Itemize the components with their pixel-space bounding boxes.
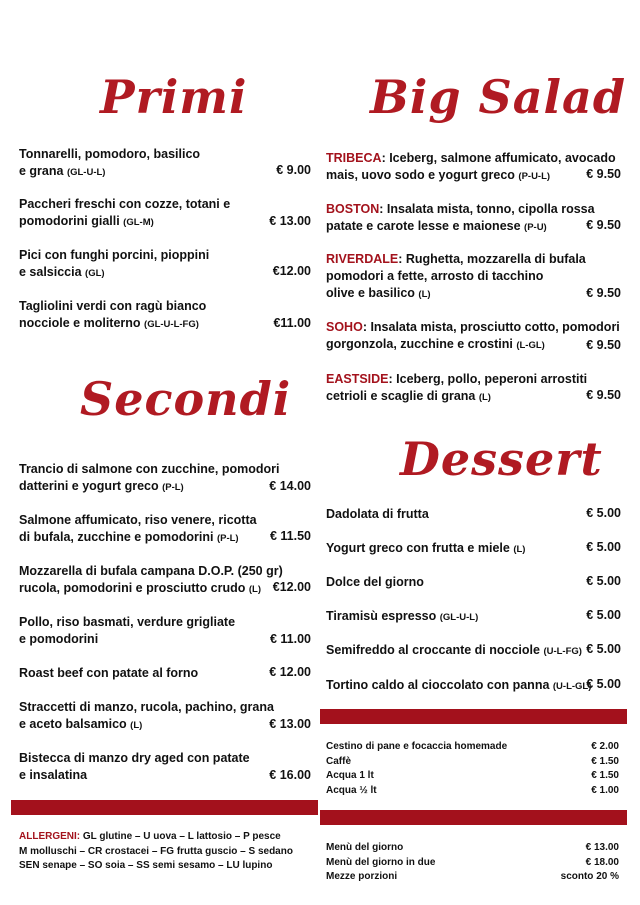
extras-row: Acqua ½ lt € 1.00 xyxy=(326,784,619,796)
menu-option-row: Menù del giorno in due € 18.00 xyxy=(326,856,619,868)
allergen-code: (GL-U-L-FG) xyxy=(144,319,199,330)
item-price: € 5.00 xyxy=(586,608,621,622)
item-price: € 11.00 xyxy=(269,632,311,646)
item-price: € 9.00 xyxy=(276,163,311,177)
item-price: € 5.00 xyxy=(586,677,621,691)
menu-item: Trancio di salmone con zucchine, pomodori datterini e yogurt greco (P-L) xyxy=(19,462,280,493)
extras-row: Cestino di pane e focaccia homemade € 2.00 xyxy=(326,741,619,752)
menu-item: Pollo, riso basmati, verdure grigliate e pomodorini xyxy=(19,615,236,646)
menu-option-row: Menù del giorno € 13.00 xyxy=(326,842,619,853)
menu-item: TRIBECA: Iceberg, salmone affumicato, avocado mais, uovo sodo e yogurt greco (P-U-L) xyxy=(326,151,616,182)
primi-title: Primi xyxy=(100,70,248,124)
allergen-code: (L) xyxy=(248,584,262,595)
dessert-title: Dessert xyxy=(400,432,603,486)
allergen-code: (L) xyxy=(478,392,491,403)
menu-item: Straccetti di manzo, rucola, pachino, grana e aceto balsamico (L) xyxy=(19,700,274,731)
menu-item: Tonnarelli, pomodoro, basilico e grana (GL-U-L) xyxy=(19,147,201,178)
item-price: €12.00 xyxy=(272,264,311,278)
item-price: € 5.00 xyxy=(586,506,621,520)
allergen-code: (GL-U-L) xyxy=(66,167,106,178)
allergen-code: (L-GL) xyxy=(516,340,545,351)
item-price: € 16.00 xyxy=(269,768,311,782)
item-price: € 5.00 xyxy=(586,642,621,656)
menu-item: Semifreddo al croccante di nocciole (U-L-FG) xyxy=(326,643,582,657)
item-price: € 5.00 xyxy=(586,574,621,588)
menu-item: Tagliolini verdi con ragù bianco nocciole e moliterno (GL-U-L-FG) xyxy=(19,299,207,330)
menu-item: Tortino caldo al cioccolato con panna (U-L-GL) xyxy=(326,678,592,692)
item-price: € 9.50 xyxy=(586,388,621,402)
extras-row: Caffè € 1.50 xyxy=(326,755,619,767)
item-price: € 9.50 xyxy=(586,218,621,232)
menu-item: Salmone affumicato, riso venere, ricotta di bufala, zucchine e pomodorini (P-L) xyxy=(19,513,257,544)
allergen-code: (GL) xyxy=(85,268,105,279)
item-price: € 11.50 xyxy=(269,529,311,543)
menu-item: Roast beef con patate al forno xyxy=(19,666,199,680)
menu-item: SOHO: Insalata mista, prosciutto cotto, pomodori gorgonzola, zucchine e crostini (L-GL) xyxy=(326,320,620,351)
allergen-code: (L) xyxy=(418,289,431,300)
allergen-code: (GL-U-L) xyxy=(439,612,479,623)
menu-item: Bistecca di manzo dry aged con patate e insalatina xyxy=(19,751,250,782)
item-price: €12.00 xyxy=(272,580,311,594)
menu-item: Paccheri freschi con cozze, totani e pomodorini gialli (GL-M) xyxy=(19,197,231,228)
allergen-code: (GL-M) xyxy=(123,217,154,228)
allergen-code: (P-U-L) xyxy=(518,171,551,182)
menu-item: Dolce del giorno xyxy=(326,575,424,589)
item-price: € 12.00 xyxy=(269,665,311,679)
menu-item: Yogurt greco con frutta e miele (L) xyxy=(326,541,526,555)
menu-item: BOSTON: Insalata mista, tonno, cipolla rossa patate e carote lesse e maionese (P-U) xyxy=(326,202,595,233)
allergen-code: (L) xyxy=(513,544,526,555)
allergen-code: (P-L) xyxy=(216,533,239,544)
item-price: € 13.00 xyxy=(269,214,311,228)
menu-item: Mozzarella di bufala campana D.O.P. (250 gr) rucola, pomodorini e prosciutto crudo (L) xyxy=(19,564,283,595)
item-price: € 13.00 xyxy=(269,717,311,731)
divider-bar xyxy=(320,709,627,724)
menu-item: Dadolata di frutta xyxy=(326,507,429,521)
allergen-code: (L) xyxy=(130,720,143,731)
menu-item: Pici con funghi porcini, pioppini e salsiccia (GL) xyxy=(19,248,210,279)
allergen-legend: ALLERGENI: GL glutine – U uova – L lattosio – P pesce M molluschi – CR crostacei – FG frutta guscio – S sedano SEN senape – SO soia – SS semi sesamo – LU lupino xyxy=(19,831,293,871)
menu-item: RIVERDALE: Rughetta, mozzarella di bufala pomodori a fette, arrosto di tacchino olive e basilico (L) xyxy=(326,252,586,300)
allergen-code: (P-L) xyxy=(162,482,184,493)
menu-item: Tiramisù espresso (GL-U-L) xyxy=(326,609,479,623)
secondi-title: Secondi xyxy=(80,372,292,426)
big-salad-title: Big Salad xyxy=(370,70,627,124)
allergen-code: (U-L-GL) xyxy=(552,681,592,692)
menu-option-row: Mezze porzioni sconto 20 % xyxy=(326,871,619,882)
item-price: €11.00 xyxy=(273,316,311,330)
item-price: € 9.50 xyxy=(586,167,621,181)
item-price: € 9.50 xyxy=(586,338,621,352)
extras-list xyxy=(326,740,619,798)
divider-bar xyxy=(320,810,627,825)
item-price: € 9.50 xyxy=(586,286,621,300)
allergen-code: (U-L-FG) xyxy=(543,646,582,657)
menu-item: EASTSIDE: Iceberg, pollo, peperoni arrostiti cetrioli e scaglie di grana (L) xyxy=(326,372,588,403)
menu-options-list xyxy=(326,841,619,885)
extras-row: Acqua 1 lt € 1.50 xyxy=(326,770,619,781)
divider-bar xyxy=(11,800,318,815)
item-price: € 5.00 xyxy=(586,540,621,554)
item-price: € 14.00 xyxy=(269,479,311,493)
allergen-code: (P-U) xyxy=(524,222,547,233)
